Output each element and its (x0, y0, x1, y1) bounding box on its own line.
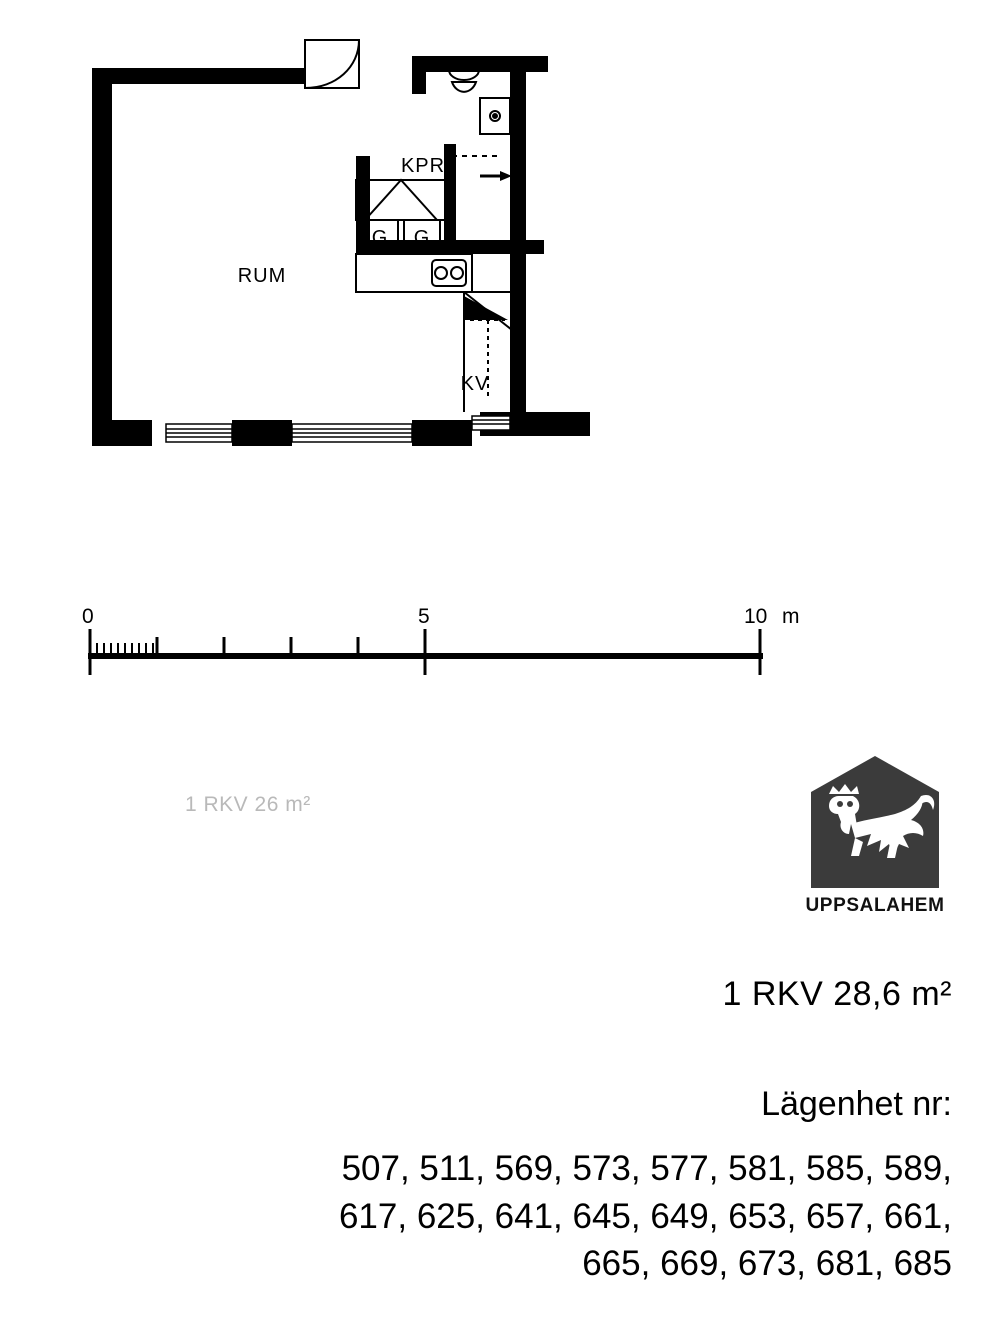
scale-tick-labels (82, 605, 800, 628)
apartment-numbers-heading: Lägenhet nr: (761, 1085, 952, 1123)
apartment-numbers-line-2: 617, 625, 641, 645, 649, 653, 657, 661, (338, 1196, 952, 1236)
apartment-type-area: 1 RKV 28,6 m² (722, 975, 952, 1013)
scale-bar (60, 585, 820, 695)
apartment-numbers-list (0, 1145, 952, 1288)
faint-area-label: 1 RKV 26 m² (185, 793, 311, 816)
scale-tick-5: 5 (418, 605, 430, 628)
room-label-kpr: KPR (400, 155, 446, 177)
logo-wordmark: UPPSALAHEM (805, 895, 945, 916)
room-label-rum: RUM (237, 265, 287, 287)
scale-tick-10: 10 (744, 605, 768, 628)
lion-crest-icon (795, 752, 955, 892)
appliance-label-g1: G (371, 227, 389, 249)
uppsalahem-logo (795, 752, 955, 927)
scale-tick-0: 0 (82, 605, 94, 628)
floor-plan-drawing (60, 20, 680, 470)
room-label-kv: KV (460, 373, 490, 395)
apartment-numbers-line-3: 665, 669, 673, 681, 685 (582, 1244, 952, 1284)
scale-unit-label: m (782, 605, 800, 628)
appliance-label-g2: G (413, 227, 431, 249)
apartment-numbers-line-1: 507, 511, 569, 573, 577, 581, 585, 589, (341, 1149, 952, 1188)
scale-bar-svg (60, 585, 820, 695)
walls-group (92, 56, 590, 446)
floor-plan-svg (60, 20, 680, 470)
